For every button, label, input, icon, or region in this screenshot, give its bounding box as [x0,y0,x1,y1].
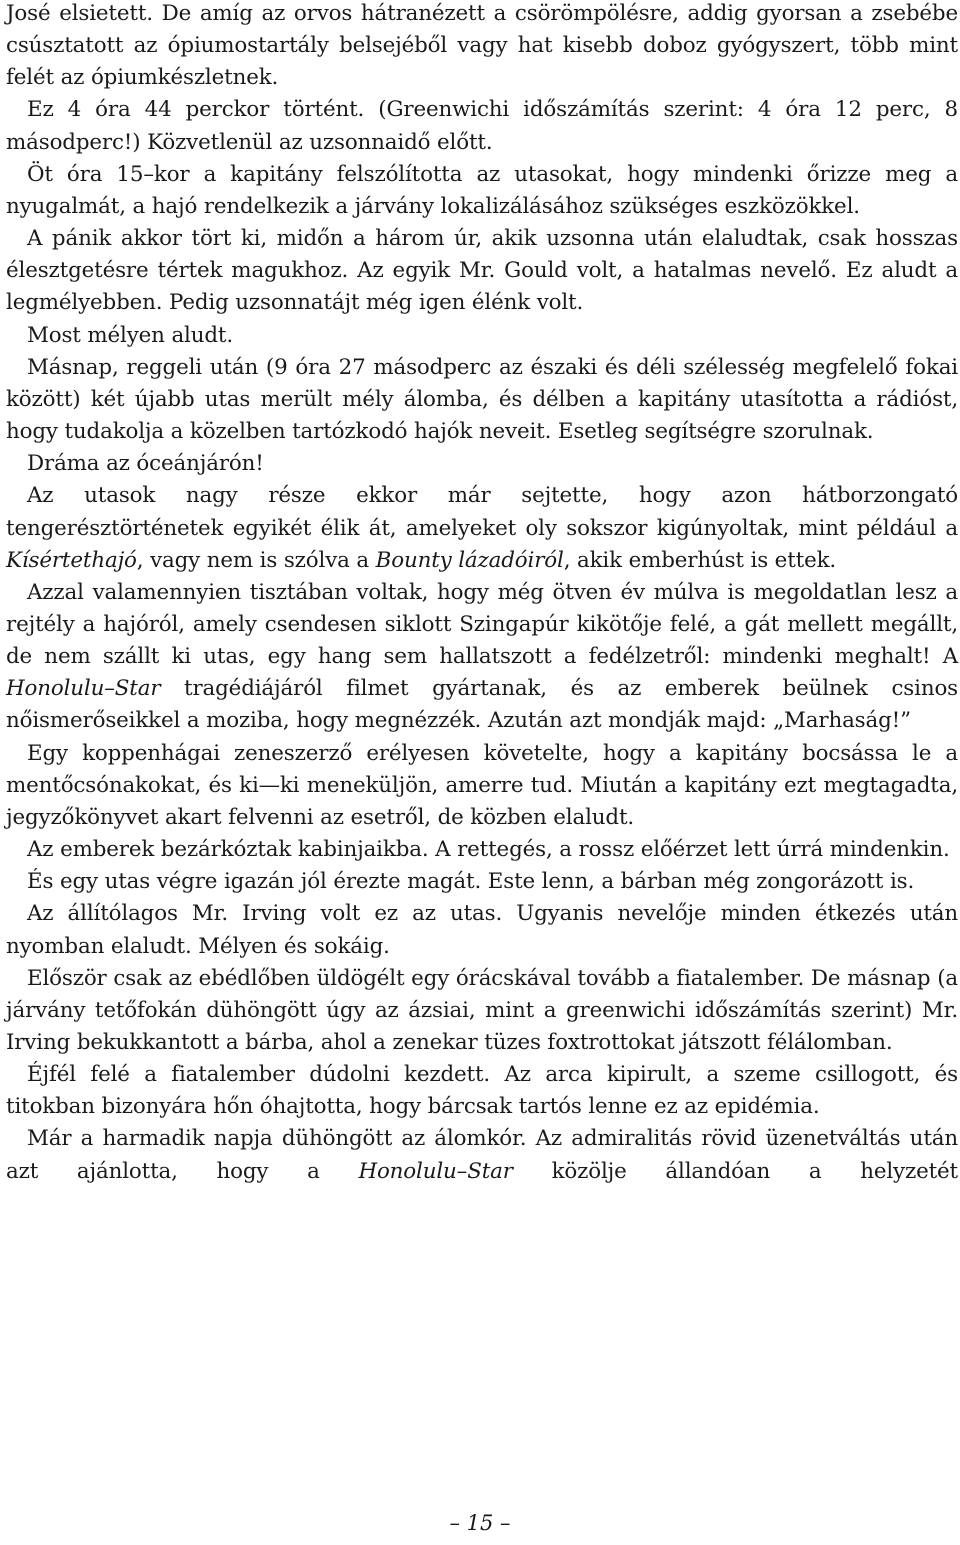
paragraph [6,480,958,576]
text-run: Már a harmadik napja dühöngött az álomkór. Az admiralitás rövid üzenetváltás után azt ajánlotta, hogy a [6,1126,958,1184]
text-run: , akik emberhúst is ettek. [563,547,837,573]
book-title: Bounty lázadóiról [375,547,564,573]
paragraph: Másnap, reggeli után (9 óra 27 másodperc az északi és déli szélesség megfelelő fokai között) két újabb utas merült mély álomba, és délben a kapitány utasította a rádióst, hogy tudakolja a közelben tartózkodó hajók neveit. Esetleg segítségre szorulnak. [6,354,958,445]
paragraph [6,1123,958,1187]
ship-name: Honolulu–Star [358,1158,513,1184]
paragraph: És egy utas végre igazán jól érezte magát. Este lenn, a bárban még zongorázott is. [27,869,915,895]
paragraph: Éjfél felé a fiatalember dúdolni kezdett. Az arca kipirult, a szeme csillogott, és titokban bizonyára hőn óhajtotta, hogy bárcsak tartós lenne ez az epidémia. [6,1062,958,1120]
text-run: közölje állandóan a helyzetét [512,1158,958,1184]
book-title: Kísértethajó [6,547,137,573]
paragraph: Most mélyen aludt. [27,322,234,348]
text-run: Az utasok nagy része ekkor már sejtette, hogy azon hátborzongató tengerésztörténetek egyikét élik át, amelyeket oly sokszor kigúnyoltak, mint például a [6,483,958,541]
paragraph: Dráma az óceánjárón! [27,451,264,477]
paragraph: José elsietett. De amíg az orvos hátranézett a csörömpölésre, addig gyorsan a zsebébe csúsztatott az ópiumostartály belsejéből vagy hat kisebb doboz gyógyszert, több mint felét az ópiumkészletnek. [6,1,958,91]
paragraph: Az állítólagos Mr. Irving volt ez az utas. Ugyanis nevelője minden étkezés után nyomban elaludt. Mélyen és sokáig. [6,901,958,959]
ship-name: Honolulu–Star [6,676,161,702]
paragraph: Öt óra 15–kor a kapitány felszólította az utasokat, hogy mindenki őrizze meg a nyugalmát, a hajó rendelkezik a járvány lokalizálásához szükséges eszközökkel. [6,161,958,219]
paragraph: Ez 4 óra 44 perckor történt. (Greenwichi időszámítás szerint: 4 óra 12 perc, 8 másodperc!) Közvetlenül az uzsonnaidő előtt. [6,97,958,155]
body-text [6,0,958,1188]
text-run: , vagy nem is szólva a [136,547,376,573]
text-run: tragédiájáról filmet gyártanak, és az emberek beülnek csinos nőismerőseikkel a moziba, hogy megnézzék. Azután azt mondják majd: „Marhaság!” [6,676,958,734]
paragraph [6,577,958,738]
paragraph: A pánik akkor tört ki, midőn a három úr, akik uzsonna után elaludtak, csak hosszas élesztgetésre tértek magukhoz. Az egyik Mr. Gould volt, a hatalmas nevelő. Ez aludt a legmélyebben. Pedig uzsonnatájt még igen élénk volt. [6,226,958,316]
text-run: Azzal valamennyien tisztában voltak, hogy még ötven év múlva is megoldatlan lesz a rejtély a hajóról, amely csendesen siklott Szingapúr kikötője felé, a gát mellett megállt, de nem szállt ki utas, egy hang sem hallatszott a fedélzetről: mindenki meghalt! A [6,579,958,670]
paragraph: Először csak az ebédlőben üldögélt egy órácskával tovább a fiatalember. De másnap (a járvány tetőfokán dühöngött úgy az ázsiai, mint a greenwichi időszámítás szerint) Mr. Irving bekukkantott a bárba, ahol a zenekar tüzes foxtrottokat játszott félálomban. [6,965,958,1055]
paragraph: Az emberek bezárkóztak kabinjaikba. A rettegés, a rossz előérzet lett úrrá mindenkin. [27,837,950,863]
page-number: – 15 – [449,1511,511,1535]
paragraph: Egy koppenhágai zeneszerző erélyesen követelte, hogy a kapitány bocsássa le a mentőcsónakokat, és ki—ki meneküljön, amerre tud. Miután a kapitány ezt megtagadta, jegyzőkönyvet akart felvenni az esetről, de közben elaludt. [6,740,958,830]
